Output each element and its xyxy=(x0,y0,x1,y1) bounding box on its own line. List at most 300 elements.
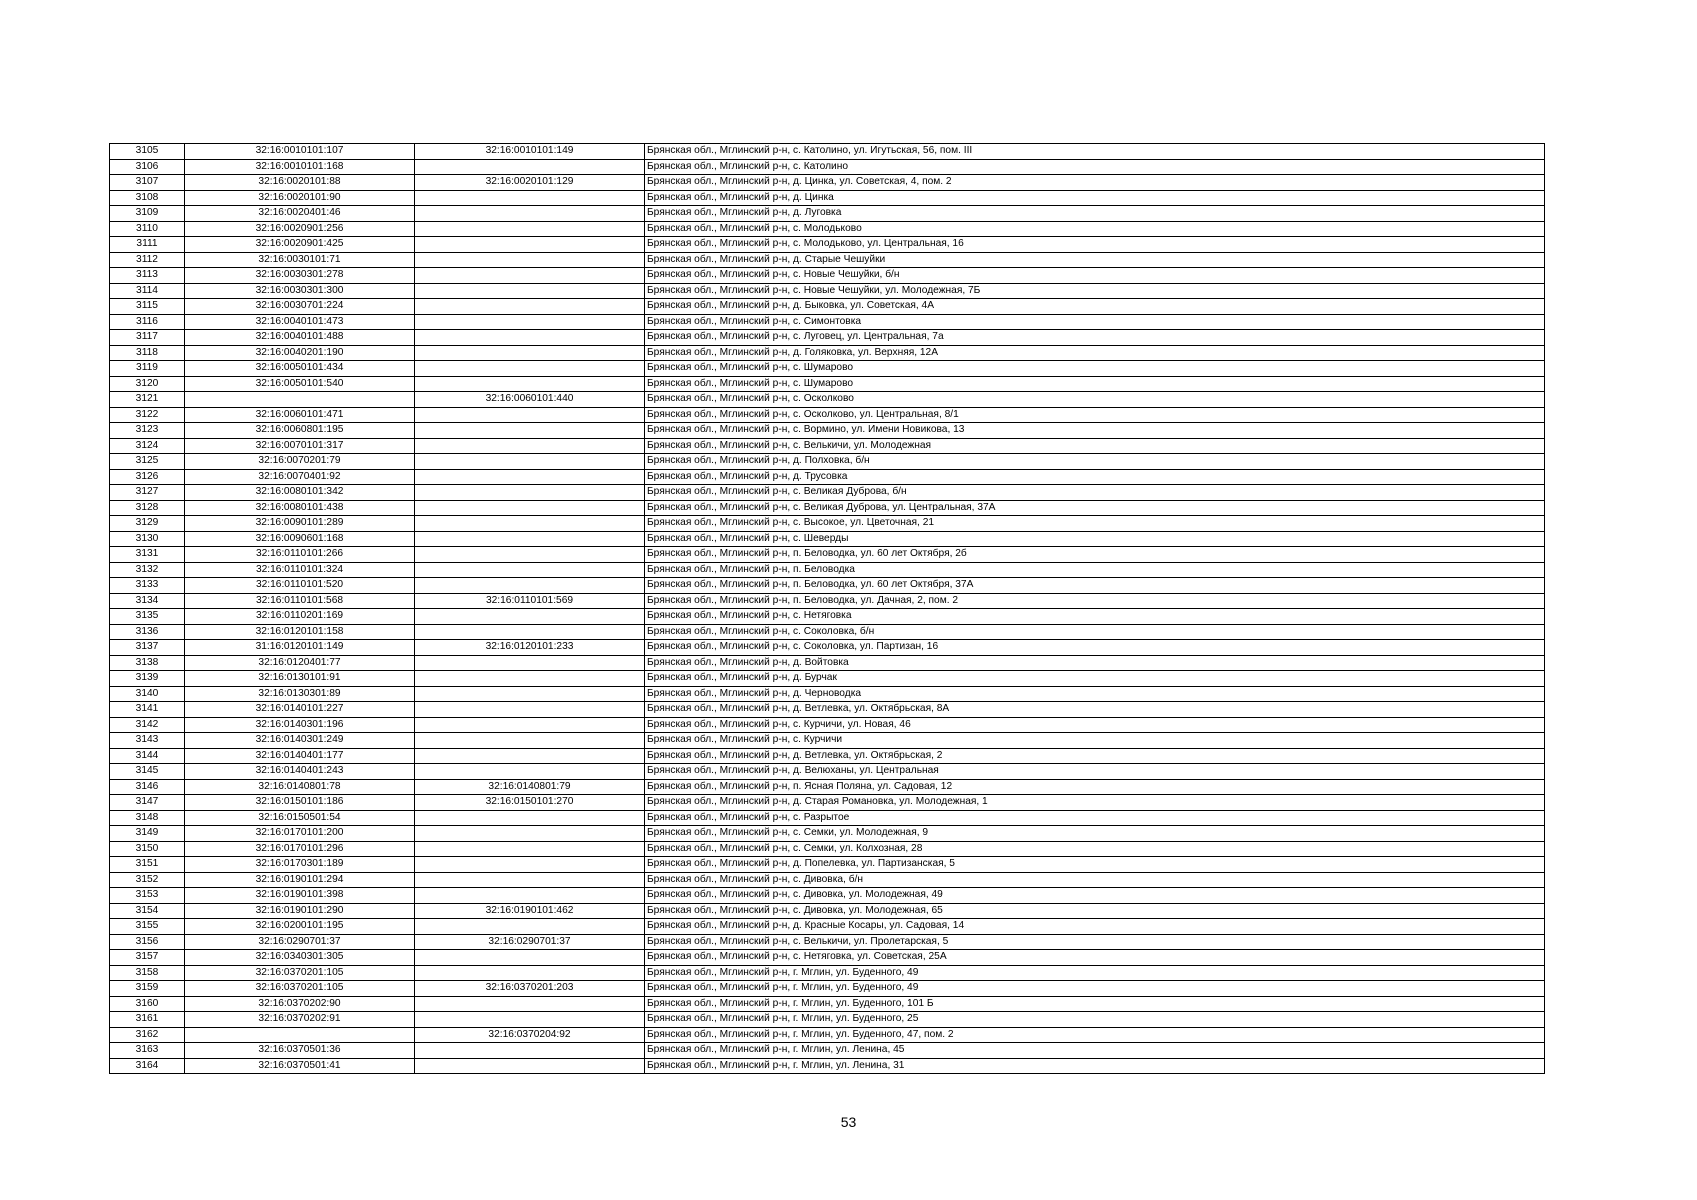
related-cadastral-number-cell xyxy=(415,872,645,888)
address-cell: Брянская обл., Мглинский р-н, с. Молодьково, ул. Центральная, 16 xyxy=(645,237,1545,253)
address-cell: Брянская обл., Мглинский р-н, д. Старая Романовка, ул. Молодежная, 1 xyxy=(645,795,1545,811)
address-cell: Брянская обл., Мглинский р-н, г. Мглин, ул. Буденного, 101 Б xyxy=(645,996,1545,1012)
row-number-cell: 3153 xyxy=(110,888,185,904)
cadastral-number-cell: 32:16:0370501:36 xyxy=(185,1043,415,1059)
row-number-cell: 3136 xyxy=(110,624,185,640)
row-number-cell: 3108 xyxy=(110,190,185,206)
address-cell: Брянская обл., Мглинский р-н, п. Беловодка, ул. 60 лет Октября, 37А xyxy=(645,578,1545,594)
row-number-cell: 3118 xyxy=(110,345,185,361)
table-row xyxy=(110,1058,1545,1074)
table-row xyxy=(110,485,1545,501)
cadastral-number-cell: 32:16:0080101:342 xyxy=(185,485,415,501)
address-cell: Брянская обл., Мглинский р-н, с. Шумарово xyxy=(645,376,1545,392)
related-cadastral-number-cell xyxy=(415,314,645,330)
row-number-cell: 3148 xyxy=(110,810,185,826)
row-number-cell: 3106 xyxy=(110,159,185,175)
row-number-cell: 3133 xyxy=(110,578,185,594)
row-number-cell: 3149 xyxy=(110,826,185,842)
row-number-cell: 3124 xyxy=(110,438,185,454)
cadastral-register-table xyxy=(109,143,1545,1074)
cadastral-number-cell: 32:16:0140401:243 xyxy=(185,764,415,780)
row-number-cell: 3135 xyxy=(110,609,185,625)
table-row xyxy=(110,764,1545,780)
table-row xyxy=(110,454,1545,470)
related-cadastral-number-cell xyxy=(415,919,645,935)
row-number-cell: 3131 xyxy=(110,547,185,563)
row-number-cell: 3137 xyxy=(110,640,185,656)
related-cadastral-number-cell xyxy=(415,485,645,501)
related-cadastral-number-cell xyxy=(415,655,645,671)
related-cadastral-number-cell: 32:16:0290701:37 xyxy=(415,934,645,950)
table-row xyxy=(110,531,1545,547)
related-cadastral-number-cell: 32:16:0190101:462 xyxy=(415,903,645,919)
row-number-cell: 3129 xyxy=(110,516,185,532)
table-row xyxy=(110,593,1545,609)
table-row xyxy=(110,717,1545,733)
address-cell: Брянская обл., Мглинский р-н, с. Шеверды xyxy=(645,531,1545,547)
address-cell: Брянская обл., Мглинский р-н, с. Велькичи, ул. Пролетарская, 5 xyxy=(645,934,1545,950)
row-number-cell: 3127 xyxy=(110,485,185,501)
table-row xyxy=(110,144,1545,160)
address-cell: Брянская обл., Мглинский р-н, с. Симонтовка xyxy=(645,314,1545,330)
related-cadastral-number-cell: 32:16:0020101:129 xyxy=(415,175,645,191)
related-cadastral-number-cell: 32:16:0120101:233 xyxy=(415,640,645,656)
related-cadastral-number-cell xyxy=(415,361,645,377)
cadastral-number-cell: 32:16:0150501:54 xyxy=(185,810,415,826)
cadastral-number-cell xyxy=(185,1027,415,1043)
related-cadastral-number-cell xyxy=(415,531,645,547)
cadastral-number-cell: 32:16:0010101:107 xyxy=(185,144,415,160)
row-number-cell: 3117 xyxy=(110,330,185,346)
row-number-cell: 3126 xyxy=(110,469,185,485)
address-cell: Брянская обл., Мглинский р-н, с. Семки, ул. Колхозная, 28 xyxy=(645,841,1545,857)
cadastral-number-cell: 32:16:0070201:79 xyxy=(185,454,415,470)
cadastral-number-cell: 32:16:0170101:296 xyxy=(185,841,415,857)
related-cadastral-number-cell: 32:16:0370204:92 xyxy=(415,1027,645,1043)
cadastral-number-cell: 32:16:0370202:90 xyxy=(185,996,415,1012)
table-row xyxy=(110,810,1545,826)
address-cell: Брянская обл., Мглинский р-н, с. Курчичи xyxy=(645,733,1545,749)
address-cell: Брянская обл., Мглинский р-н, г. Мглин, ул. Буденного, 49 xyxy=(645,981,1545,997)
address-cell: Брянская обл., Мглинский р-н, д. Цинка xyxy=(645,190,1545,206)
cadastral-number-cell: 32:16:0140401:177 xyxy=(185,748,415,764)
cadastral-number-cell: 32:16:0020901:425 xyxy=(185,237,415,253)
table-row xyxy=(110,981,1545,997)
related-cadastral-number-cell xyxy=(415,841,645,857)
cadastral-number-cell: 32:16:0030701:224 xyxy=(185,299,415,315)
related-cadastral-number-cell xyxy=(415,423,645,439)
address-cell: Брянская обл., Мглинский р-н, с. Соколовка, б/н xyxy=(645,624,1545,640)
register-table-body xyxy=(110,144,1545,1074)
related-cadastral-number-cell xyxy=(415,206,645,222)
cadastral-number-cell: 32:16:0130101:91 xyxy=(185,671,415,687)
address-cell: Брянская обл., Мглинский р-н, д. Полховка, б/н xyxy=(645,454,1545,470)
row-number-cell: 3146 xyxy=(110,779,185,795)
address-cell: Брянская обл., Мглинский р-н, п. Беловодка xyxy=(645,562,1545,578)
related-cadastral-number-cell xyxy=(415,237,645,253)
table-row xyxy=(110,779,1545,795)
row-number-cell: 3128 xyxy=(110,500,185,516)
row-number-cell: 3113 xyxy=(110,268,185,284)
cadastral-number-cell: 32:16:0040201:190 xyxy=(185,345,415,361)
address-cell: Брянская обл., Мглинский р-н, д. Попелевка, ул. Партизанская, 5 xyxy=(645,857,1545,873)
cadastral-number-cell: 32:16:0190101:290 xyxy=(185,903,415,919)
cadastral-number-cell: 32:16:0110101:520 xyxy=(185,578,415,594)
row-number-cell: 3112 xyxy=(110,252,185,268)
address-cell: Брянская обл., Мглинский р-н, г. Мглин, ул. Буденного, 49 xyxy=(645,965,1545,981)
row-number-cell: 3111 xyxy=(110,237,185,253)
cadastral-number-cell xyxy=(185,392,415,408)
row-number-cell: 3110 xyxy=(110,221,185,237)
cadastral-number-cell: 32:16:0370202:91 xyxy=(185,1012,415,1028)
row-number-cell: 3122 xyxy=(110,407,185,423)
table-row xyxy=(110,392,1545,408)
page-number: 53 xyxy=(840,1114,857,1130)
related-cadastral-number-cell: 32:16:0370201:203 xyxy=(415,981,645,997)
address-cell: Брянская обл., Мглинский р-н, п. Ясная Поляна, ул. Садовая, 12 xyxy=(645,779,1545,795)
address-cell: Брянская обл., Мглинский р-н, с. Высокое, ул. Цветочная, 21 xyxy=(645,516,1545,532)
row-number-cell: 3120 xyxy=(110,376,185,392)
cadastral-number-cell: 32:16:0170301:189 xyxy=(185,857,415,873)
table-row xyxy=(110,671,1545,687)
cadastral-number-cell: 32:16:0090601:168 xyxy=(185,531,415,547)
cadastral-number-cell: 32:16:0200101:195 xyxy=(185,919,415,935)
table-row xyxy=(110,314,1545,330)
cadastral-number-cell: 32:16:0170101:200 xyxy=(185,826,415,842)
address-cell: Брянская обл., Мглинский р-н, с. Молодьково xyxy=(645,221,1545,237)
cadastral-number-cell: 32:16:0030301:300 xyxy=(185,283,415,299)
related-cadastral-number-cell xyxy=(415,1043,645,1059)
table-row xyxy=(110,547,1545,563)
address-cell: Брянская обл., Мглинский р-н, д. Старые Чешуйки xyxy=(645,252,1545,268)
address-cell: Брянская обл., Мглинский р-н, с. Католино, ул. Игутьская, 56, пом. III xyxy=(645,144,1545,160)
related-cadastral-number-cell xyxy=(415,1058,645,1074)
related-cadastral-number-cell xyxy=(415,996,645,1012)
address-cell: Брянская обл., Мглинский р-н, с. Луговец, ул. Центральная, 7а xyxy=(645,330,1545,346)
address-cell: Брянская обл., Мглинский р-н, с. Великая Дуброва, б/н xyxy=(645,485,1545,501)
related-cadastral-number-cell xyxy=(415,221,645,237)
related-cadastral-number-cell xyxy=(415,857,645,873)
table-row xyxy=(110,159,1545,175)
address-cell: Брянская обл., Мглинский р-н, д. Трусовка xyxy=(645,469,1545,485)
address-cell: Брянская обл., Мглинский р-н, д. Ветлевка, ул. Октябрьская, 8А xyxy=(645,702,1545,718)
address-cell: Брянская обл., Мглинский р-н, д. Ветлевка, ул. Октябрьская, 2 xyxy=(645,748,1545,764)
row-number-cell: 3121 xyxy=(110,392,185,408)
related-cadastral-number-cell xyxy=(415,826,645,842)
related-cadastral-number-cell xyxy=(415,159,645,175)
address-cell: Брянская обл., Мглинский р-н, с. Осколково, ул. Центральная, 8/1 xyxy=(645,407,1545,423)
table-row xyxy=(110,206,1545,222)
table-row xyxy=(110,500,1545,516)
cadastral-number-cell: 32:16:0040101:488 xyxy=(185,330,415,346)
address-cell: Брянская обл., Мглинский р-н, с. Нетяговка, ул. Советская, 25А xyxy=(645,950,1545,966)
table-row xyxy=(110,702,1545,718)
cadastral-number-cell: 32:16:0080101:438 xyxy=(185,500,415,516)
table-row xyxy=(110,190,1545,206)
row-number-cell: 3158 xyxy=(110,965,185,981)
row-number-cell: 3145 xyxy=(110,764,185,780)
table-row xyxy=(110,1043,1545,1059)
table-row xyxy=(110,919,1545,935)
row-number-cell: 3151 xyxy=(110,857,185,873)
row-number-cell: 3140 xyxy=(110,686,185,702)
address-cell: Брянская обл., Мглинский р-н, с. Вормино, ул. Имени Новикова, 13 xyxy=(645,423,1545,439)
table-row xyxy=(110,872,1545,888)
row-number-cell: 3114 xyxy=(110,283,185,299)
address-cell: Брянская обл., Мглинский р-н, с. Шумарово xyxy=(645,361,1545,377)
related-cadastral-number-cell xyxy=(415,547,645,563)
cadastral-number-cell: 32:16:0190101:294 xyxy=(185,872,415,888)
cadastral-number-cell: 32:16:0060801:195 xyxy=(185,423,415,439)
address-cell: Брянская обл., Мглинский р-н, д. Цинка, ул. Советская, 4, пом. 2 xyxy=(645,175,1545,191)
related-cadastral-number-cell xyxy=(415,888,645,904)
cadastral-number-cell: 32:16:0020901:256 xyxy=(185,221,415,237)
address-cell: Брянская обл., Мглинский р-н, д. Луговка xyxy=(645,206,1545,222)
related-cadastral-number-cell xyxy=(415,376,645,392)
table-row xyxy=(110,376,1545,392)
related-cadastral-number-cell xyxy=(415,268,645,284)
table-row xyxy=(110,1027,1545,1043)
related-cadastral-number-cell xyxy=(415,516,645,532)
related-cadastral-number-cell xyxy=(415,578,645,594)
table-row xyxy=(110,733,1545,749)
cadastral-number-cell: 32:16:0140801:78 xyxy=(185,779,415,795)
table-row xyxy=(110,795,1545,811)
cadastral-number-cell: 32:16:0110201:169 xyxy=(185,609,415,625)
related-cadastral-number-cell xyxy=(415,965,645,981)
related-cadastral-number-cell: 32:16:0140801:79 xyxy=(415,779,645,795)
row-number-cell: 3157 xyxy=(110,950,185,966)
cadastral-number-cell: 32:16:0140101:227 xyxy=(185,702,415,718)
address-cell: Брянская обл., Мглинский р-н, с. Разрытое xyxy=(645,810,1545,826)
cadastral-number-cell: 32:16:0030101:71 xyxy=(185,252,415,268)
cadastral-number-cell: 32:16:0020101:88 xyxy=(185,175,415,191)
row-number-cell: 3147 xyxy=(110,795,185,811)
address-cell: Брянская обл., Мглинский р-н, с. Нетяговка xyxy=(645,609,1545,625)
table-row xyxy=(110,438,1545,454)
row-number-cell: 3119 xyxy=(110,361,185,377)
cadastral-number-cell: 32:16:0370201:105 xyxy=(185,981,415,997)
related-cadastral-number-cell xyxy=(415,748,645,764)
related-cadastral-number-cell xyxy=(415,562,645,578)
table-row xyxy=(110,345,1545,361)
related-cadastral-number-cell xyxy=(415,609,645,625)
related-cadastral-number-cell xyxy=(415,733,645,749)
table-row xyxy=(110,748,1545,764)
cadastral-number-cell: 32:16:0120401:77 xyxy=(185,655,415,671)
related-cadastral-number-cell xyxy=(415,500,645,516)
cadastral-number-cell: 32:16:0140301:196 xyxy=(185,717,415,733)
related-cadastral-number-cell xyxy=(415,469,645,485)
table-row xyxy=(110,950,1545,966)
row-number-cell: 3107 xyxy=(110,175,185,191)
table-row xyxy=(110,857,1545,873)
related-cadastral-number-cell xyxy=(415,299,645,315)
related-cadastral-number-cell: 32:16:0110101:569 xyxy=(415,593,645,609)
row-number-cell: 3130 xyxy=(110,531,185,547)
address-cell: Брянская обл., Мглинский р-н, с. Семки, ул. Молодежная, 9 xyxy=(645,826,1545,842)
row-number-cell: 3115 xyxy=(110,299,185,315)
row-number-cell: 3141 xyxy=(110,702,185,718)
row-number-cell: 3116 xyxy=(110,314,185,330)
row-number-cell: 3159 xyxy=(110,981,185,997)
table-row xyxy=(110,562,1545,578)
related-cadastral-number-cell xyxy=(415,283,645,299)
address-cell: Брянская обл., Мглинский р-н, д. Красные Косары, ул. Садовая, 14 xyxy=(645,919,1545,935)
table-row xyxy=(110,516,1545,532)
row-number-cell: 3156 xyxy=(110,934,185,950)
related-cadastral-number-cell xyxy=(415,407,645,423)
address-cell: Брянская обл., Мглинский р-н, с. Новые Чешуйки, б/н xyxy=(645,268,1545,284)
table-row xyxy=(110,423,1545,439)
row-number-cell: 3132 xyxy=(110,562,185,578)
table-row xyxy=(110,826,1545,842)
row-number-cell: 3144 xyxy=(110,748,185,764)
row-number-cell: 3138 xyxy=(110,655,185,671)
address-cell: Брянская обл., Мглинский р-н, г. Мглин, ул. Ленина, 31 xyxy=(645,1058,1545,1074)
related-cadastral-number-cell: 32:16:0150101:270 xyxy=(415,795,645,811)
table-row xyxy=(110,175,1545,191)
row-number-cell: 3142 xyxy=(110,717,185,733)
cadastral-number-cell: 32:16:0140301:249 xyxy=(185,733,415,749)
related-cadastral-number-cell xyxy=(415,717,645,733)
table-row xyxy=(110,903,1545,919)
related-cadastral-number-cell xyxy=(415,671,645,687)
related-cadastral-number-cell xyxy=(415,810,645,826)
table-row xyxy=(110,361,1545,377)
table-row xyxy=(110,686,1545,702)
address-cell: Брянская обл., Мглинский р-н, г. Мглин, ул. Буденного, 47, пом. 2 xyxy=(645,1027,1545,1043)
row-number-cell: 3152 xyxy=(110,872,185,888)
cadastral-number-cell: 32:16:0370501:41 xyxy=(185,1058,415,1074)
cadastral-number-cell: 32:16:0090101:289 xyxy=(185,516,415,532)
table-row xyxy=(110,299,1545,315)
related-cadastral-number-cell xyxy=(415,454,645,470)
table-row xyxy=(110,237,1545,253)
address-cell: Брянская обл., Мглинский р-н, с. Курчичи, ул. Новая, 46 xyxy=(645,717,1545,733)
related-cadastral-number-cell: 32:16:0060101:440 xyxy=(415,392,645,408)
table-row xyxy=(110,1012,1545,1028)
address-cell: Брянская обл., Мглинский р-н, д. Голяковка, ул. Верхняя, 12А xyxy=(645,345,1545,361)
row-number-cell: 3154 xyxy=(110,903,185,919)
cadastral-number-cell: 32:16:0020401:46 xyxy=(185,206,415,222)
address-cell: Брянская обл., Мглинский р-н, с. Новые Чешуйки, ул. Молодежная, 7Б xyxy=(645,283,1545,299)
cadastral-number-cell: 32:16:0110101:266 xyxy=(185,547,415,563)
row-number-cell: 3139 xyxy=(110,671,185,687)
row-number-cell: 3123 xyxy=(110,423,185,439)
row-number-cell: 3125 xyxy=(110,454,185,470)
table-row xyxy=(110,888,1545,904)
address-cell: Брянская обл., Мглинский р-н, д. Войтовка xyxy=(645,655,1545,671)
table-row xyxy=(110,640,1545,656)
cadastral-number-cell: 32:16:0150101:186 xyxy=(185,795,415,811)
related-cadastral-number-cell xyxy=(415,702,645,718)
table-row xyxy=(110,934,1545,950)
table-row xyxy=(110,578,1545,594)
cadastral-number-cell: 32:16:0190101:398 xyxy=(185,888,415,904)
address-cell: Брянская обл., Мглинский р-н, с. Дивовка, ул. Молодежная, 65 xyxy=(645,903,1545,919)
table-row xyxy=(110,330,1545,346)
address-cell: Брянская обл., Мглинский р-н, с. Велькичи, ул. Молодежная xyxy=(645,438,1545,454)
table-row xyxy=(110,655,1545,671)
row-number-cell: 3134 xyxy=(110,593,185,609)
row-number-cell: 3143 xyxy=(110,733,185,749)
table-row xyxy=(110,469,1545,485)
related-cadastral-number-cell xyxy=(415,950,645,966)
related-cadastral-number-cell xyxy=(415,330,645,346)
cadastral-number-cell: 32:16:0050101:434 xyxy=(185,361,415,377)
address-cell: Брянская обл., Мглинский р-н, г. Мглин, ул. Буденного, 25 xyxy=(645,1012,1545,1028)
row-number-cell: 3162 xyxy=(110,1027,185,1043)
table-row xyxy=(110,965,1545,981)
cadastral-number-cell: 32:16:0340301:305 xyxy=(185,950,415,966)
cadastral-number-cell: 32:16:0290701:37 xyxy=(185,934,415,950)
cadastral-number-cell: 32:16:0130301:89 xyxy=(185,686,415,702)
address-cell: Брянская обл., Мглинский р-н, д. Черноводка xyxy=(645,686,1545,702)
address-cell: Брянская обл., Мглинский р-н, д. Велюханы, ул. Центральная xyxy=(645,764,1545,780)
table-row xyxy=(110,996,1545,1012)
address-cell: Брянская обл., Мглинский р-н, с. Дивовка, ул. Молодежная, 49 xyxy=(645,888,1545,904)
cadastral-number-cell: 32:16:0070401:92 xyxy=(185,469,415,485)
table-row xyxy=(110,407,1545,423)
cadastral-number-cell: 32:16:0370201:105 xyxy=(185,965,415,981)
cadastral-number-cell: 32:16:0020101:90 xyxy=(185,190,415,206)
table-row xyxy=(110,624,1545,640)
address-cell: Брянская обл., Мглинский р-н, с. Великая Дуброва, ул. Центральная, 37А xyxy=(645,500,1545,516)
related-cadastral-number-cell xyxy=(415,686,645,702)
related-cadastral-number-cell xyxy=(415,252,645,268)
address-cell: Брянская обл., Мглинский р-н, д. Быковка, ул. Советская, 4А xyxy=(645,299,1545,315)
cadastral-number-cell: 32:16:0010101:168 xyxy=(185,159,415,175)
address-cell: Брянская обл., Мглинский р-н, с. Католино xyxy=(645,159,1545,175)
row-number-cell: 3163 xyxy=(110,1043,185,1059)
address-cell: Брянская обл., Мглинский р-н, п. Беловодка, ул. 60 лет Октября, 2б xyxy=(645,547,1545,563)
address-cell: Брянская обл., Мглинский р-н, с. Соколовка, ул. Партизан, 16 xyxy=(645,640,1545,656)
cadastral-number-cell: 32:16:0110101:568 xyxy=(185,593,415,609)
table-row xyxy=(110,841,1545,857)
related-cadastral-number-cell xyxy=(415,190,645,206)
row-number-cell: 3109 xyxy=(110,206,185,222)
table-row xyxy=(110,252,1545,268)
table-row xyxy=(110,221,1545,237)
row-number-cell: 3161 xyxy=(110,1012,185,1028)
cadastral-number-cell: 32:16:0030301:278 xyxy=(185,268,415,284)
related-cadastral-number-cell xyxy=(415,438,645,454)
cadastral-number-cell: 32:16:0050101:540 xyxy=(185,376,415,392)
row-number-cell: 3164 xyxy=(110,1058,185,1074)
row-number-cell: 3155 xyxy=(110,919,185,935)
address-cell: Брянская обл., Мглинский р-н, с. Осколково xyxy=(645,392,1545,408)
related-cadastral-number-cell xyxy=(415,1012,645,1028)
table-row xyxy=(110,268,1545,284)
row-number-cell: 3150 xyxy=(110,841,185,857)
related-cadastral-number-cell: 32:16:0010101:149 xyxy=(415,144,645,160)
table-row xyxy=(110,283,1545,299)
cadastral-number-cell: 31:16:0120101:149 xyxy=(185,640,415,656)
cadastral-number-cell: 32:16:0110101:324 xyxy=(185,562,415,578)
cadastral-number-cell: 32:16:0120101:158 xyxy=(185,624,415,640)
row-number-cell: 3160 xyxy=(110,996,185,1012)
cadastral-number-cell: 32:16:0070101:317 xyxy=(185,438,415,454)
address-cell: Брянская обл., Мглинский р-н, с. Дивовка, б/н xyxy=(645,872,1545,888)
address-cell: Брянская обл., Мглинский р-н, г. Мглин, ул. Ленина, 45 xyxy=(645,1043,1545,1059)
table-row xyxy=(110,609,1545,625)
cadastral-number-cell: 32:16:0060101:471 xyxy=(185,407,415,423)
related-cadastral-number-cell xyxy=(415,764,645,780)
related-cadastral-number-cell xyxy=(415,345,645,361)
address-cell: Брянская обл., Мглинский р-н, п. Беловодка, ул. Дачная, 2, пом. 2 xyxy=(645,593,1545,609)
cadastral-number-cell: 32:16:0040101:473 xyxy=(185,314,415,330)
